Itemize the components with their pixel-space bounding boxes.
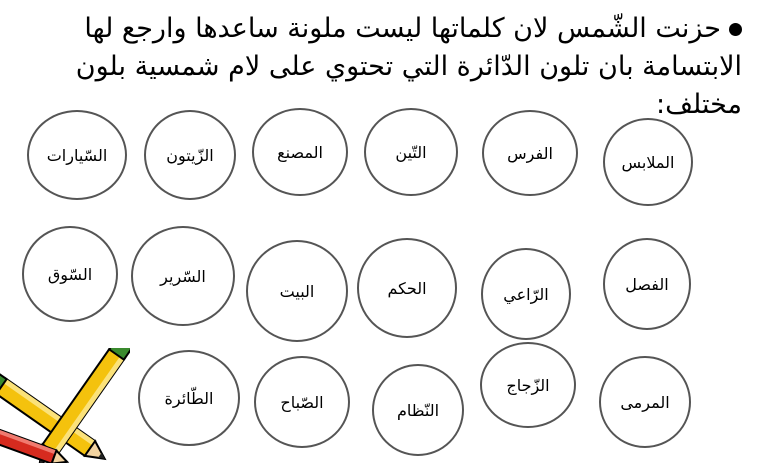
word-circle-3[interactable]: التّين bbox=[364, 108, 458, 196]
instruction-line-2: الابتسامة بان تلون الدّائرة التي تحتوي على لام شمسية بلون bbox=[75, 51, 742, 82]
word-circle-13[interactable]: المرمى bbox=[599, 356, 691, 448]
bullet-icon bbox=[729, 23, 742, 36]
instruction-line-3: مختلف: bbox=[655, 89, 742, 120]
word-circle-15[interactable]: النّظام bbox=[372, 364, 464, 456]
word-circle-17[interactable]: الطّائرة bbox=[138, 350, 240, 446]
word-circle-2[interactable]: الفرس bbox=[482, 110, 578, 196]
pencils-icon bbox=[0, 348, 130, 463]
word-circle-1[interactable]: الملابس bbox=[603, 118, 693, 206]
word-circle-11[interactable]: السّرير bbox=[131, 226, 235, 326]
word-circle-7[interactable]: الفصل bbox=[603, 238, 691, 330]
word-circle-9[interactable]: الحكم bbox=[357, 238, 457, 338]
word-circle-5[interactable]: الزّيتون bbox=[144, 110, 236, 200]
word-circle-10[interactable]: البيت bbox=[246, 240, 348, 342]
instruction-text bbox=[72, 10, 742, 124]
word-circle-14[interactable]: الزّجاج bbox=[480, 342, 576, 428]
instruction-line-1: حزنت الشّمس لان كلماتها ليست ملونة ساعدها وارجع لها bbox=[72, 10, 742, 48]
word-circle-4[interactable]: المصنع bbox=[252, 108, 348, 196]
word-circle-8[interactable]: الرّاعي bbox=[481, 248, 571, 340]
word-circle-6[interactable]: السّيارات bbox=[27, 110, 127, 200]
word-circle-12[interactable]: السّوق bbox=[22, 226, 118, 322]
word-circle-16[interactable]: الصّباح bbox=[254, 356, 350, 448]
